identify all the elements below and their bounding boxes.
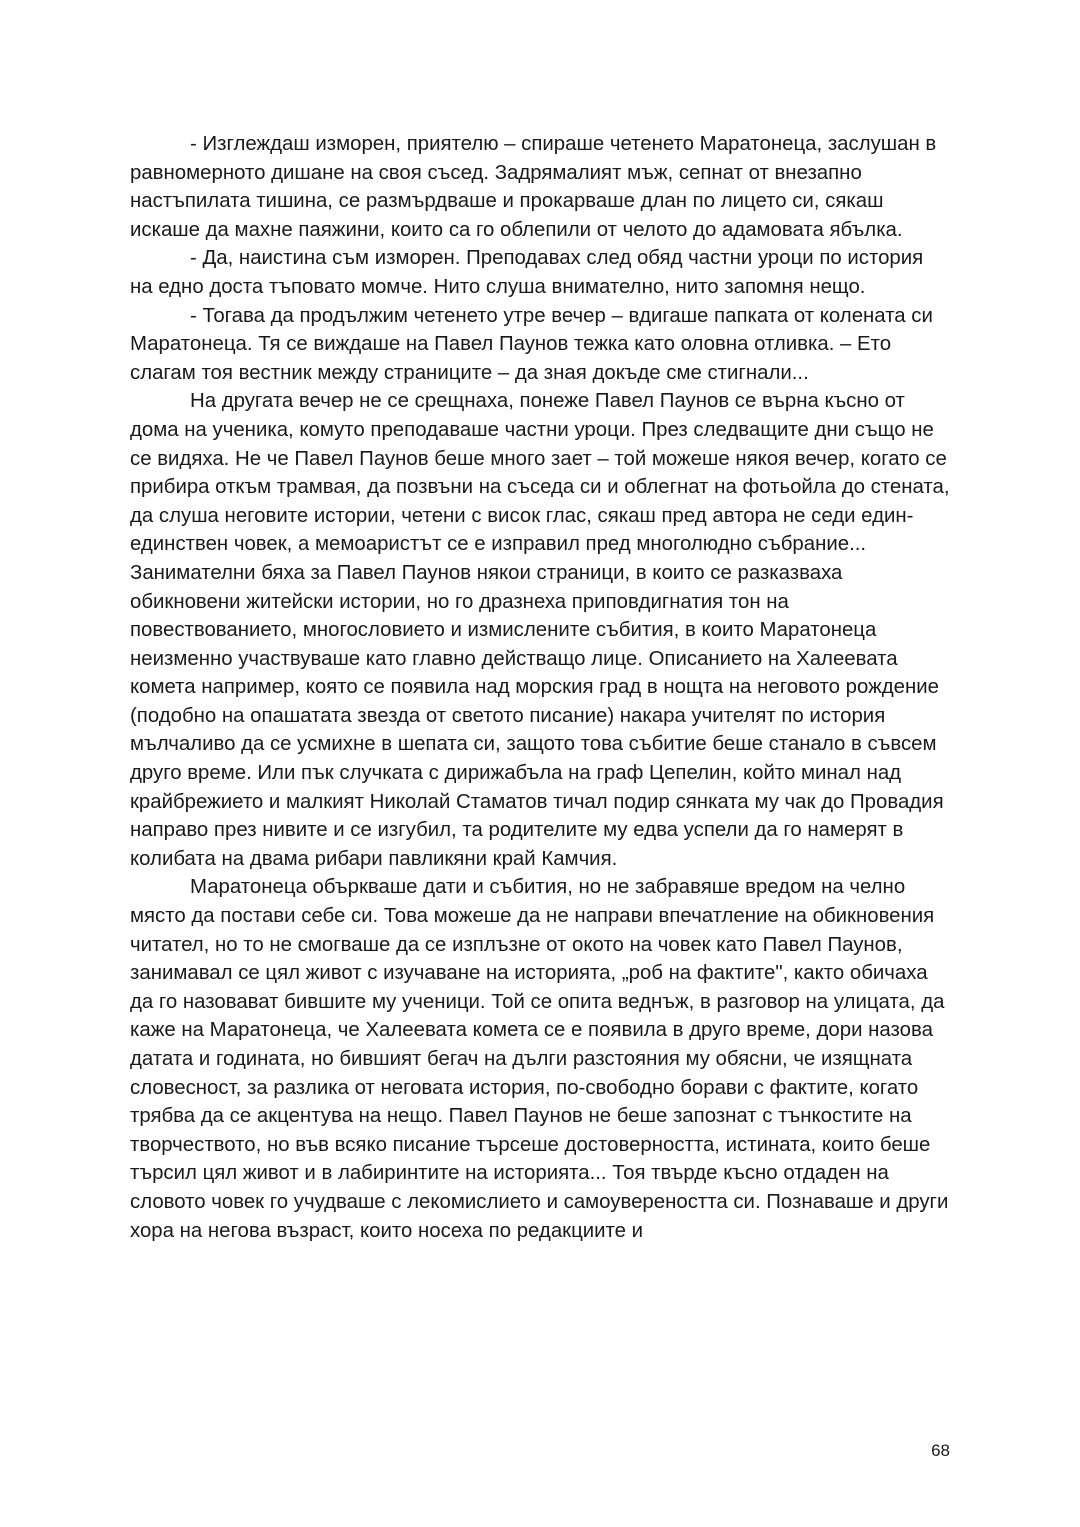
paragraph: - Тогава да продължим четенето утре вечер – вдигаше папката от колената си Маратонеца. Тя се виждаше на Павел Паунов тежка като оловна отливка. – Ето слагам тоя вестник между страниците – да зная докъде сме стигнали... bbox=[130, 304, 933, 384]
page-number: 68 bbox=[931, 1441, 950, 1460]
paragraph: Маратонеца объркваше дати и събития, но не забравяше вредом на челно място да постави себе си. Това можеше да не направи впечатление на обикновения читател, но то не смогваше да се изплъзне от окото на човек като Павел Паунов, занимавал се цял живот с изучаване на историята, „роб на фактите", както обичаха да го назовават бившите му ученици. Той се опита веднъж, в разговор на улицата, да каже на Маратонеца, че Халеевата комета се е появила в друго време, дори назова датата и годината, но бившият бегач на дълги разстояния му обясни, че изящната словесност, за разлика от неговата история, по-свободно борави с фактите, когато трябва да се акцентува на нещо. Павел Паунов не беше запознат с тънкостите на творчеството, но във всяко писание търсеше достоверността, истината, които беше търсил цял живот и в лабиринтите на историята... Тоя твърде късно отдаден на словото човек го учудваше с лекомислието и самоувереността си. Познаваше и други хора на негова възраст, които носеха по редакциите и bbox=[130, 876, 949, 1242]
paragraph: - Изглеждаш изморен, приятелю – спираше четенето Маратонеца, заслушан в равномерното дишане на своя съсед. Задрямалият мъж, сепнат от внезапно настъпилата тишина, се размърдваше и прокарваше длан по лицето си, сякаш искаше да махне паяжини, които са го облепили от челото до адамовата ябълка. bbox=[130, 133, 937, 241]
page-body bbox=[130, 130, 950, 1245]
paragraph: - Да, наистина съм изморен. Преподавах след обяд частни уроци по история на едно доста тъповато момче. Нито слуша внимателно, нито запомня нещо. bbox=[130, 247, 924, 298]
paragraph: На другата вечер не се срещнаха, понеже Павел Паунов се върна късно от дома на ученика, комуто преподаваше частни уроци. През следващите дни също не се видяха. Не че Павел Паунов беше много зает – той можеше някоя вечер, когато се прибира откъм трамвая, да позвъни на съседа си и облегнат на фотьойла до стената, да слуша неговите истории, четени с висок глас, сякаш пред автора не седи един-единствен човек, а мемоаристът се е изправил пред многолюдно събрание... Занимателни бяха за Павел Паунов някои страници, в които се разказваха обикновени житейски истории, но го дразнеха приповдигнатия тон на повествованието, многословието и измислените събития, в които Маратонеца неизменно участвуваше като главно действащо лице. Описанието на Халеевата комета например, която се появила над морския град в нощта на неговото рождение (подобно на опашатата звезда от светото писание) накара учителят по история мълчаливо да се усмихне в шепата си, защото това събитие беше станало в съвсем друго време. Или пък случката с дирижабъла на граф Цепелин, който минал над крайбрежието и малкият Николай Стаматов тичал подир сянката му чак до Провадия направо през нивите и се изгубил, та родителите му едва успели да го намерят в колибата на двама рибари павликяни край Камчия. bbox=[130, 390, 950, 870]
